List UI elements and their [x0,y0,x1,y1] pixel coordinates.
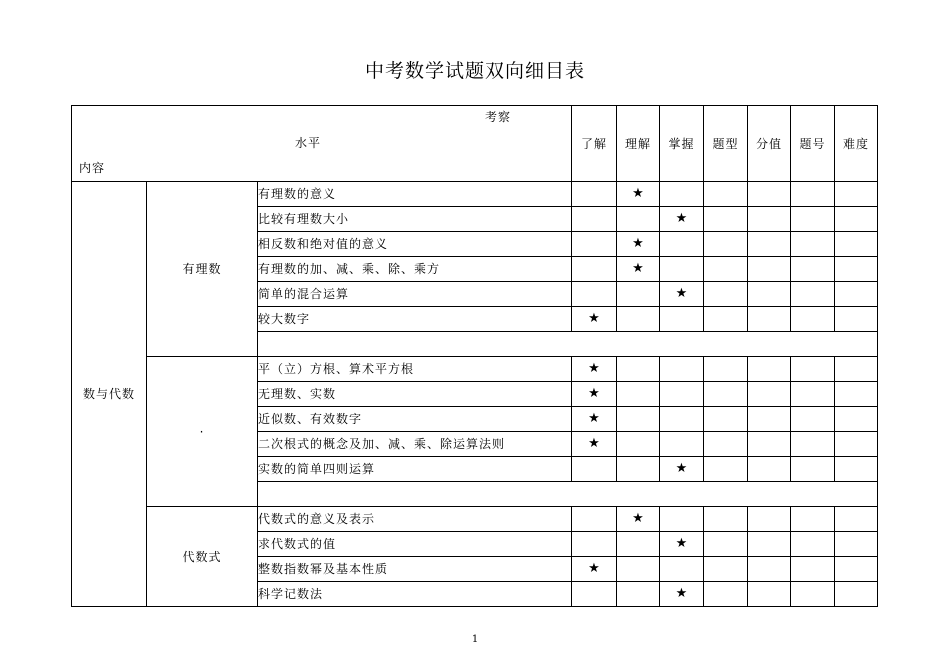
knowledge-point: 无理数、实数 [258,382,572,407]
knowledge-point: 较大数字 [258,307,572,332]
level-cell [791,307,835,332]
knowledge-point: 近似数、有效数字 [258,407,572,432]
level-cell [704,232,748,257]
level-cell [660,532,704,557]
star-mark: ★ [588,386,600,401]
col-header-score: 分值 [748,106,791,182]
level-cell [704,582,748,607]
level-cell [660,582,704,607]
header-row [72,106,878,182]
table-row [72,182,878,207]
level-cell [835,357,878,382]
level-cell [835,207,878,232]
knowledge-point: 比较有理数大小 [258,207,572,232]
table-row [72,507,878,532]
level-cell [835,182,878,207]
level-cell [572,182,617,207]
level-cell [704,257,748,282]
level-cell [748,382,791,407]
level-cell [660,507,704,532]
level-cell [835,382,878,407]
level-cell [748,182,791,207]
level-cell [617,507,660,532]
level-cell [660,557,704,582]
star-mark: ★ [675,536,688,551]
level-cell [748,307,791,332]
level-cell [748,582,791,607]
level-cell [835,582,878,607]
level-cell [572,282,617,307]
level-cell [791,532,835,557]
col-header-master: 掌握 [660,106,704,182]
level-cell [572,307,617,332]
star-mark: ★ [675,286,688,301]
table-body [72,106,878,607]
level-cell [660,207,704,232]
level-cell [572,257,617,282]
level-cell [748,257,791,282]
level-cell [617,257,660,282]
level-cell [791,232,835,257]
level-cell [572,207,617,232]
level-cell [704,407,748,432]
corner-label-level: 水平 [295,136,322,150]
table-row [72,357,878,382]
col-header-comprehend: 理解 [617,106,660,182]
knowledge-point: 科学记数法 [258,582,572,607]
level-cell [572,457,617,482]
blank-cell [258,482,878,507]
star-mark: ★ [632,511,644,526]
level-cell [572,407,617,432]
level-cell [704,307,748,332]
level-cell [617,207,660,232]
page-number: 1 [471,634,479,645]
section-label: 数与代数 [72,182,147,607]
level-cell [572,507,617,532]
blank-cell [258,332,878,357]
level-cell [791,507,835,532]
level-cell [835,432,878,457]
level-cell [791,432,835,457]
level-cell [572,232,617,257]
star-mark: ★ [588,311,600,326]
level-cell [835,507,878,532]
level-cell [660,357,704,382]
col-header-question-type: 题型 [704,106,748,182]
level-cell [660,382,704,407]
knowledge-point: 求代数式的值 [258,532,572,557]
corner-label-content: 内容 [79,161,106,175]
level-cell [835,557,878,582]
level-cell [617,307,660,332]
level-cell [660,432,704,457]
level-cell [660,457,704,482]
group-label: · [147,357,258,507]
level-cell [835,232,878,257]
level-cell [660,282,704,307]
level-cell [791,357,835,382]
level-cell [704,357,748,382]
level-cell [748,532,791,557]
level-cell [748,207,791,232]
level-cell [617,382,660,407]
knowledge-point: 有理数的加、减、乘、除、乘方 [258,257,572,282]
level-cell [791,582,835,607]
knowledge-point: 相反数和绝对值的意义 [258,232,572,257]
level-cell [704,382,748,407]
level-cell [617,557,660,582]
level-cell [791,382,835,407]
level-cell [617,282,660,307]
level-cell [660,407,704,432]
level-cell [617,357,660,382]
level-cell [617,182,660,207]
level-cell [704,507,748,532]
level-cell [572,432,617,457]
level-cell [617,457,660,482]
level-cell [617,407,660,432]
level-cell [748,407,791,432]
level-cell [660,307,704,332]
col-header-difficulty: 难度 [835,106,878,182]
header-corner-cell [72,106,572,182]
star-mark: ★ [588,361,600,376]
level-cell [791,457,835,482]
level-cell [791,207,835,232]
knowledge-point: 实数的简单四则运算 [258,457,572,482]
star-mark: ★ [632,186,644,201]
level-cell [660,182,704,207]
level-cell [748,232,791,257]
level-cell [835,307,878,332]
level-cell [835,282,878,307]
star-mark: ★ [675,211,688,226]
level-cell [791,557,835,582]
level-cell [835,407,878,432]
level-cell [704,282,748,307]
level-cell [835,532,878,557]
star-mark: ★ [632,236,644,251]
level-cell [572,382,617,407]
level-cell [617,582,660,607]
level-cell [791,407,835,432]
level-cell [704,432,748,457]
level-cell [572,582,617,607]
col-header-understand: 了解 [572,106,617,182]
group-label: 代数式 [147,507,258,607]
knowledge-point: 整数指数幂及基本性质 [258,557,572,582]
level-cell [748,557,791,582]
level-cell [748,457,791,482]
level-cell [748,507,791,532]
knowledge-point: 平（立）方根、算术平方根 [258,357,572,382]
level-cell [660,257,704,282]
corner-label-examine: 考察 [485,110,512,124]
level-cell [572,557,617,582]
star-mark: ★ [632,261,644,276]
level-cell [748,357,791,382]
level-cell [660,232,704,257]
level-cell [704,182,748,207]
level-cell [748,282,791,307]
level-cell [704,207,748,232]
knowledge-point: 二次根式的概念及加、减、乘、除运算法则 [258,432,572,457]
group-label: 有理数 [147,182,258,357]
level-cell [617,532,660,557]
level-cell [704,532,748,557]
level-cell [572,532,617,557]
level-cell [835,257,878,282]
star-mark: ★ [588,561,600,576]
star-mark: ★ [588,436,600,451]
knowledge-point: 简单的混合运算 [258,282,572,307]
level-cell [748,432,791,457]
level-cell [572,357,617,382]
specification-table [71,105,878,607]
level-cell [791,257,835,282]
level-cell [704,457,748,482]
level-cell [617,432,660,457]
star-mark: ★ [675,461,688,476]
level-cell [791,182,835,207]
document-title: 中考数学试题双向细目表 [364,60,585,82]
level-cell [617,232,660,257]
star-mark: ★ [675,586,688,601]
level-cell [704,557,748,582]
knowledge-point: 代数式的意义及表示 [258,507,572,532]
star-mark: ★ [588,411,600,426]
knowledge-point: 有理数的意义 [258,182,572,207]
level-cell [835,457,878,482]
col-header-question-number: 题号 [791,106,835,182]
level-cell [791,282,835,307]
